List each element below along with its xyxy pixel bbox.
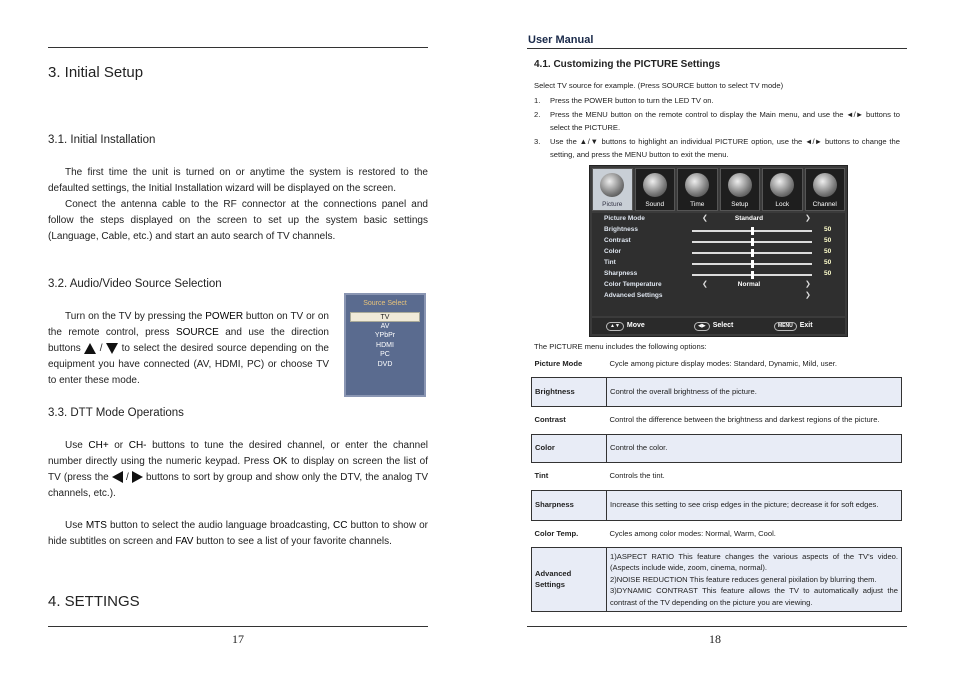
tab-picture[interactable] — [592, 168, 633, 211]
table-row — [532, 520, 902, 547]
tab-label: Lock — [775, 201, 790, 208]
source-item-ypbpr[interactable]: YPbPr — [374, 332, 396, 339]
down-arrow-icon — [106, 343, 118, 354]
text: button on TV or on the remote control, press — [48, 311, 329, 338]
text: or — [108, 440, 129, 451]
speaker-icon — [643, 173, 667, 197]
option-description: Control the overall brightness of the picture. — [607, 377, 902, 406]
picture-options-table — [531, 350, 902, 612]
menu-row-label: Color — [604, 248, 621, 255]
table-row — [532, 547, 902, 612]
menu-key-badge: MENU — [774, 322, 797, 331]
footer-select-label: Select — [712, 322, 734, 329]
camera-icon — [600, 173, 624, 197]
slider-track[interactable] — [692, 263, 812, 265]
section-title-dtt: 3.3. DTT Mode Operations — [48, 407, 184, 419]
right-arrow-icon: ❯ — [805, 281, 811, 288]
step-item — [534, 135, 900, 162]
intro-text: Select TV source for example. (Press SOURCE button to select TV mode) — [534, 81, 784, 90]
text: and use the direction buttons — [48, 327, 329, 354]
text: buttons to sort by group and show only the DTV, the analog TV channels, etc.). — [48, 472, 428, 499]
paragraph-av-source — [48, 309, 329, 389]
tab-channel[interactable] — [805, 168, 846, 211]
cc-key: CC — [333, 520, 348, 531]
tab-label: Channel — [812, 201, 837, 208]
ok-key: OK — [273, 456, 288, 467]
menu-row-sharpness[interactable] — [602, 269, 837, 280]
right-top-rule — [527, 48, 907, 49]
mts-key: MTS — [85, 520, 107, 531]
option-name: Color — [532, 434, 607, 462]
option-description: 1)ASPECT RATIO This feature changes the various aspects of the TV's video.(Aspects include wide, zoom, cinema, normal). 2)NOISE REDUCTION This feature reduces general pixilation by blurring them. 3)DYNAMIC CONTRAST This feature allows the TV to automatically adjust the contrast of the TV depending on the picture you are viewing. — [607, 547, 902, 612]
menu-row-label: Picture Mode — [604, 215, 645, 222]
paragraph-dtt-1 — [48, 438, 428, 502]
text: / — [122, 472, 132, 483]
up-arrow-icon — [84, 343, 96, 354]
tab-label: Time — [690, 201, 705, 208]
table-body — [532, 350, 902, 612]
slider-track[interactable] — [692, 241, 812, 243]
option-description: Controls the tint. — [609, 471, 665, 481]
option-name: Brightness — [532, 377, 607, 406]
step-text: Use the ▲/▼ buttons to highlight an individual PICTURE option, use the ◄/► buttons to change the setting, and press the MENU button to exit the menu. — [550, 136, 900, 159]
slider-knob[interactable] — [751, 271, 754, 279]
clock-icon — [685, 173, 709, 197]
step-item — [534, 94, 900, 108]
menu-row-number: 50 — [824, 248, 832, 255]
right-bottom-rule — [527, 626, 907, 627]
menu-row-advanced-settings[interactable] — [602, 291, 837, 302]
source-item-tv[interactable]: TV — [350, 312, 420, 322]
gear-icon — [728, 173, 752, 197]
menu-row-label: Color Temperature — [604, 281, 662, 288]
option-description: Increase this setting to see crisp edges in the picture; decrease it for soft edges. — [607, 490, 902, 520]
paragraph: The first time the unit is turned on or anytime the system is restored to the defaulted settings, the Initial Installation wizard will be displayed on the screen. — [48, 167, 428, 194]
menu-row-label: Contrast — [604, 237, 631, 244]
ch-plus-key: CH+ — [88, 440, 109, 451]
option-name: Contrast — [534, 415, 566, 425]
left-arrow-icon — [112, 471, 123, 483]
right-arrow-icon: ❯ — [805, 215, 811, 222]
slider-knob[interactable] — [751, 260, 754, 268]
option-name: Sharpness — [532, 490, 607, 520]
menu-tabs — [592, 168, 845, 211]
option-name: Tint — [534, 471, 549, 481]
footer-exit-label: Exit — [799, 322, 813, 329]
menu-row-contrast[interactable] — [602, 236, 837, 247]
text: to select the desired source depending on the equipment you have connected (AV, HDMI, PC) or choose TV to enter these mode. — [48, 343, 329, 386]
tab-label: Sound — [645, 201, 665, 208]
step-number: 1. — [534, 96, 541, 105]
paragraph: Conect the antenna cable to the RF connector at the connections panel and follow the steps displayed on the screen to set up the system basic settings (Language, Cable, etc.) and start an auto search of TV channels. — [48, 199, 428, 242]
menu-row-color[interactable] — [602, 247, 837, 258]
power-key: POWER — [205, 311, 244, 322]
table-row — [532, 462, 902, 490]
source-item-hdmi[interactable]: HDMI — [376, 341, 394, 349]
manual-header: User Manual — [528, 34, 594, 46]
left-arrow-icon: ❮ — [702, 215, 708, 222]
fav-key: FAV — [175, 536, 194, 547]
table-row — [532, 350, 902, 377]
source-item-pc[interactable]: PC — [380, 351, 390, 358]
tab-lock[interactable] — [762, 168, 803, 211]
section-title-av-source: 3.2. Audio/Video Source Selection — [48, 278, 222, 290]
tv-picture-menu — [589, 165, 848, 337]
tab-label: Setup — [731, 201, 749, 208]
menu-row-number: 50 — [824, 259, 832, 266]
menu-row-value: Standard — [734, 215, 764, 222]
left-arrow-icon: ❮ — [702, 281, 708, 288]
table-row — [532, 406, 902, 434]
section-title-picture: 4.1. Customizing the PICTURE Settings — [534, 59, 721, 70]
menu-row-number: 50 — [824, 226, 832, 233]
up-down-icon: ▲▼ — [606, 322, 624, 331]
tab-sound[interactable] — [635, 168, 676, 211]
tab-label: Picture — [602, 201, 623, 208]
menu-row-label: Sharpness — [604, 270, 638, 277]
menu-options-panel — [592, 213, 845, 316]
table-row — [532, 434, 902, 462]
ch-minus-key: CH- — [128, 440, 147, 451]
menu-intro-text: The PICTURE menu includes the following options: — [534, 342, 707, 351]
text: buttons to tune the desired channel, or enter the channel number directly using the numeric keypad. Press — [48, 440, 429, 467]
slider-track[interactable] — [692, 252, 812, 254]
menu-footer — [592, 318, 845, 334]
lock-icon — [770, 173, 794, 197]
menu-row-tint[interactable] — [602, 258, 837, 269]
text: button to select the audio language broadcasting, — [106, 520, 334, 531]
settings-heading: 4. SETTINGS — [48, 593, 140, 610]
slider-track[interactable] — [692, 230, 812, 232]
slider-knob[interactable] — [751, 249, 754, 257]
step-number: 2. — [534, 109, 541, 119]
source-item-av[interactable]: AV — [380, 322, 390, 330]
text: button to see a list of your favorite channels. — [193, 536, 392, 547]
page-number-right: 18 — [709, 632, 721, 646]
option-description: Control the color. — [607, 434, 902, 462]
step-text: Press the MENU button on the remote control to display the Main menu, and use the ◄/► buttons to select the PICTURE. — [550, 109, 900, 132]
step-text: Press the POWER button to turn the LED TV on. — [550, 96, 714, 105]
text: Use — [65, 520, 86, 531]
table-row — [532, 377, 902, 406]
footer-move-label: Move — [626, 322, 645, 329]
source-key: SOURCE — [175, 327, 219, 338]
text: / — [96, 343, 107, 354]
left-bottom-rule — [48, 626, 428, 627]
chapter-heading: 3. Initial Setup — [48, 64, 144, 81]
menu-row-label: Tint — [604, 259, 616, 266]
option-name: Picture Mode — [534, 358, 583, 368]
text: Turn on the TV by pressing the — [65, 311, 206, 322]
option-description: Cycles among color modes: Normal, Warm, Cool. — [609, 528, 776, 538]
section-title-initial-installation: 3.1. Initial Installation — [48, 134, 156, 146]
steps-list — [534, 94, 900, 162]
left-right-icon: ◀▶ — [694, 322, 710, 331]
page-number-left: 17 — [232, 632, 244, 646]
right-arrow-icon: ❯ — [805, 292, 811, 299]
text: to display on screen the list of TV (press the — [48, 456, 428, 483]
menu-row-picture-mode[interactable] — [602, 214, 837, 225]
step-item — [534, 108, 900, 135]
source-select-title: Source Select — [363, 300, 407, 307]
menu-row-label: Brightness — [604, 226, 638, 233]
menu-row-number: 50 — [824, 237, 832, 244]
menu-row-brightness[interactable] — [602, 225, 837, 236]
source-select-menu — [344, 293, 426, 397]
source-list — [350, 312, 420, 369]
satellite-icon — [813, 173, 837, 197]
menu-row-label: Advanced Settings — [604, 292, 663, 299]
right-arrow-icon — [132, 471, 143, 483]
slider-track[interactable] — [692, 274, 812, 276]
source-item-dvd[interactable]: DVD — [377, 360, 393, 368]
tab-setup[interactable] — [720, 168, 761, 211]
step-number: 3. — [534, 136, 541, 146]
slider-knob[interactable] — [751, 238, 754, 246]
option-name: Advanced Settings — [532, 547, 607, 612]
option-name: Color Temp. — [534, 528, 579, 538]
option-description: Control the difference between the brightness and darkest regions of the picture. — [609, 415, 880, 425]
section-initial-installation — [48, 165, 428, 245]
menu-row-number: 50 — [824, 270, 832, 277]
paragraph-dtt-2 — [48, 518, 428, 550]
text: button to show or hide subtitles on screen and — [48, 520, 428, 547]
left-top-rule — [48, 47, 428, 48]
table-row — [532, 490, 902, 520]
menu-row-color-temperature[interactable] — [602, 280, 837, 291]
slider-knob[interactable] — [751, 227, 754, 235]
text: Use — [65, 440, 89, 451]
tab-time[interactable] — [677, 168, 718, 211]
option-description: Cycle among picture display modes: Standard, Dynamic, Mild, user. — [609, 358, 837, 368]
menu-row-value: Normal — [737, 281, 761, 288]
